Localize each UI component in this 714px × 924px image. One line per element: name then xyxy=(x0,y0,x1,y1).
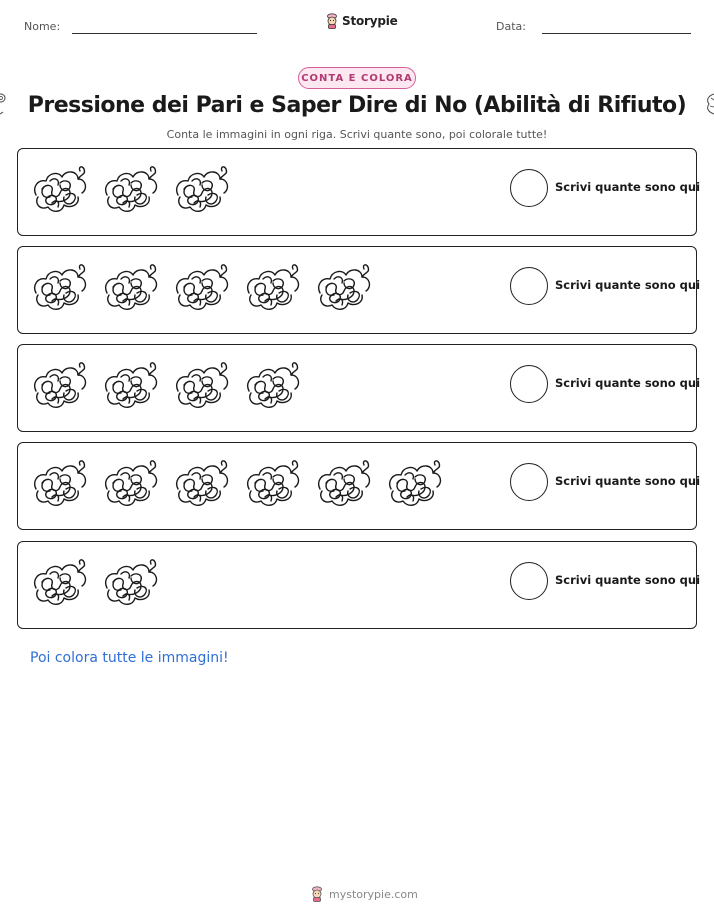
tangled-knot-icon[interactable] xyxy=(172,259,230,313)
tangled-knot-icon[interactable] xyxy=(101,161,159,215)
tangled-knot-icon[interactable] xyxy=(101,554,159,608)
name-line[interactable] xyxy=(72,33,257,34)
name-label: Nome: xyxy=(24,20,61,33)
pictures-group xyxy=(30,554,159,614)
site-url: mystorypie.com xyxy=(329,887,418,901)
date-label: Data: xyxy=(496,20,526,33)
tangled-knot-icon[interactable] xyxy=(30,161,88,215)
pictures-group xyxy=(30,259,372,319)
tangled-knot-icon[interactable] xyxy=(172,161,230,215)
tangled-knot-icon[interactable] xyxy=(30,259,88,313)
counting-row xyxy=(17,344,701,432)
site-footer xyxy=(310,886,418,902)
tangled-knot-icon[interactable] xyxy=(314,259,372,313)
tangled-knot-icon[interactable] xyxy=(101,455,159,509)
answer-circle[interactable] xyxy=(510,463,548,501)
instructions: Conta le immagini in ogni riga. Scrivi quante sono, poi colorale tutte! xyxy=(166,128,548,141)
pictures-group xyxy=(30,161,230,221)
counting-row xyxy=(17,148,701,236)
counting-row xyxy=(17,246,701,334)
date-line[interactable] xyxy=(542,33,691,34)
page-title: Pressione dei Pari e Saper Dire di No (Abilità di Rifiuto) xyxy=(27,93,687,118)
tangled-knot-icon[interactable] xyxy=(385,455,443,509)
brand-name: Storypie xyxy=(342,14,398,28)
tangled-knot-icon[interactable] xyxy=(101,259,159,313)
answer-circle[interactable] xyxy=(510,365,548,403)
answer-label: Scrivi quante sono qui xyxy=(555,180,701,194)
answer-circle[interactable] xyxy=(510,169,548,207)
tangled-knot-icon[interactable] xyxy=(172,357,230,411)
answer-label: Scrivi quante sono qui xyxy=(555,474,701,488)
tangled-knot-icon[interactable] xyxy=(243,259,301,313)
counting-row xyxy=(17,442,701,530)
answer-label: Scrivi quante sono qui xyxy=(555,376,701,390)
tangled-knot-icon[interactable] xyxy=(243,357,301,411)
answer-circle[interactable] xyxy=(510,267,548,305)
answer-label: Scrivi quante sono qui xyxy=(555,278,701,292)
pictures-group xyxy=(30,455,443,515)
storypie-mascot-icon xyxy=(325,13,339,29)
tangled-knot-icon[interactable] xyxy=(243,455,301,509)
tangled-knot-icon[interactable] xyxy=(30,455,88,509)
tangled-knot-icon[interactable] xyxy=(101,357,159,411)
brand-logo xyxy=(325,13,398,29)
counting-row xyxy=(17,541,701,629)
tangled-knot-icon[interactable] xyxy=(314,455,372,509)
tangled-knot-icon[interactable] xyxy=(30,554,88,608)
answer-circle[interactable] xyxy=(510,562,548,600)
storypie-mascot-icon xyxy=(310,886,324,902)
activity-badge: CONTA E COLORA xyxy=(298,67,416,89)
pictures-group xyxy=(30,357,301,417)
color-instruction: Poi colora tutte le immagini! xyxy=(30,650,229,666)
tangled-knot-icon[interactable] xyxy=(30,357,88,411)
answer-label: Scrivi quante sono qui xyxy=(555,573,701,587)
tangled-knot-icon[interactable] xyxy=(172,455,230,509)
